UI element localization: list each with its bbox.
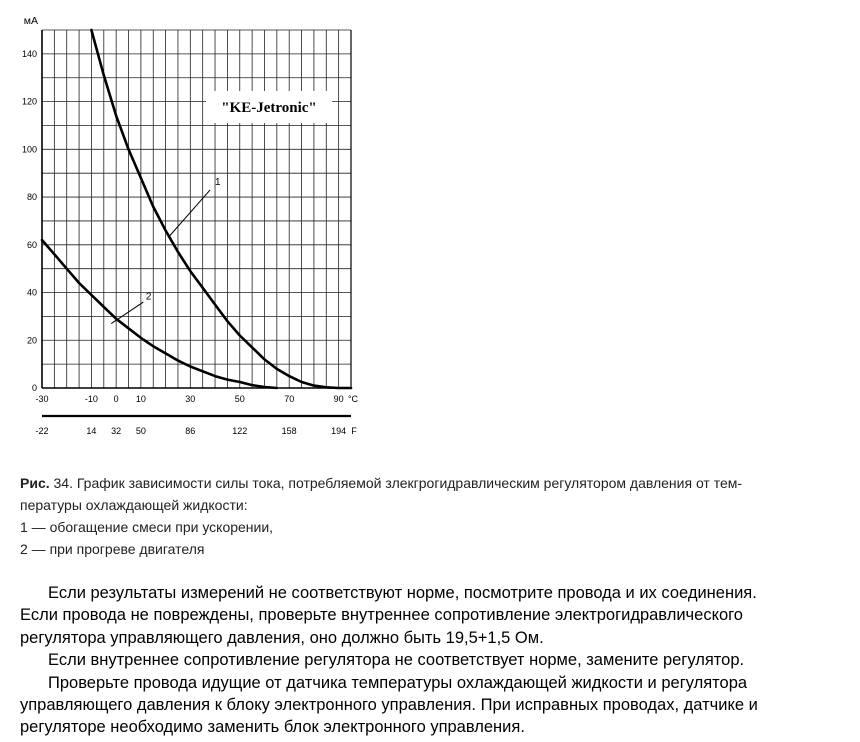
series-line-1	[91, 30, 351, 388]
paragraph-1-line-3: регулятора управляющего давления, оно должно быть 19,5+1,5 Ом.	[20, 628, 544, 647]
series-label-2: 2	[145, 291, 152, 303]
caption-line-2: пературы охлаждающей жидкости:	[20, 497, 248, 513]
paragraph-3-line-3: регуляторе необходимо заменить блок электронного управления.	[20, 718, 525, 737]
caption-text-1: 34. График зависимости силы тока, потребляемой злекгрогидравлическим регулятором давления от тем-	[49, 475, 743, 491]
x2-tick-label: 122	[232, 426, 248, 436]
x-tick-label: 0	[113, 394, 119, 404]
caption-line-1	[20, 472, 850, 494]
y-tick-label: 0	[31, 383, 37, 393]
y-tick-label: 20	[26, 335, 37, 346]
body-text	[20, 582, 850, 739]
y-unit-label: мА	[23, 15, 38, 27]
x2-tick-label: 32	[111, 426, 122, 436]
x2-unit-label: F	[351, 426, 357, 436]
chart-title: "KE-Jetronic"	[221, 100, 317, 116]
paragraph-3-line-1: Проверьте провода идущие от датчика температуры охлаждающей жидкости и регулятора	[48, 673, 748, 692]
x2-tick-label: 158	[281, 426, 297, 436]
caption-item-2: 2 — при прогреве двигателя	[20, 541, 205, 557]
chart-svg	[10, 8, 366, 454]
x2-tick-label: 86	[185, 426, 196, 436]
y-tick-label: 100	[21, 144, 37, 155]
x2-tick-label: 14	[86, 426, 97, 436]
x-unit-label: °C	[347, 394, 359, 404]
x-tick-label: -10	[84, 394, 98, 404]
x2-tick-label: 194	[331, 426, 347, 436]
y-tick-label: 120	[21, 96, 37, 107]
x-tick-label: 50	[234, 394, 245, 404]
chart-figure	[10, 8, 366, 454]
y-tick-label: 80	[26, 192, 37, 203]
x-tick-label: -30	[35, 394, 49, 404]
x2-tick-label: 50	[135, 426, 146, 436]
x-tick-label: 90	[333, 394, 344, 404]
paragraph-1-line-1: Если результаты измерений не соответствуют норме, посмотрите провода и их соединения.	[48, 584, 757, 602]
y-tick-label: 40	[26, 287, 37, 298]
caption-label: Рис.	[20, 475, 50, 491]
paragraph-2: Если внутреннее сопротивление регулятора не соответствует норме, замените регулятор.	[48, 651, 745, 670]
paragraph-1-line-2: Если провода не повреждены, проверьте внутреннее сопротивление электрогидравлического	[20, 606, 743, 625]
x-tick-label: 30	[185, 394, 196, 404]
x2-tick-label: -22	[35, 426, 49, 436]
x-tick-label: 70	[284, 394, 295, 404]
y-tick-label: 140	[21, 48, 37, 59]
series-line-2	[42, 240, 277, 388]
series-label-1: 1	[215, 177, 221, 189]
paragraph-3-line-2: управляющего давления к блоку электронного управления. При исправных проводах, датчике и	[20, 696, 758, 715]
caption-item-1: 1 — обогащение смеси при ускорении,	[20, 519, 274, 535]
figure-caption	[20, 472, 850, 560]
y-tick-label: 60	[26, 239, 37, 250]
x-tick-label: 10	[135, 394, 146, 404]
